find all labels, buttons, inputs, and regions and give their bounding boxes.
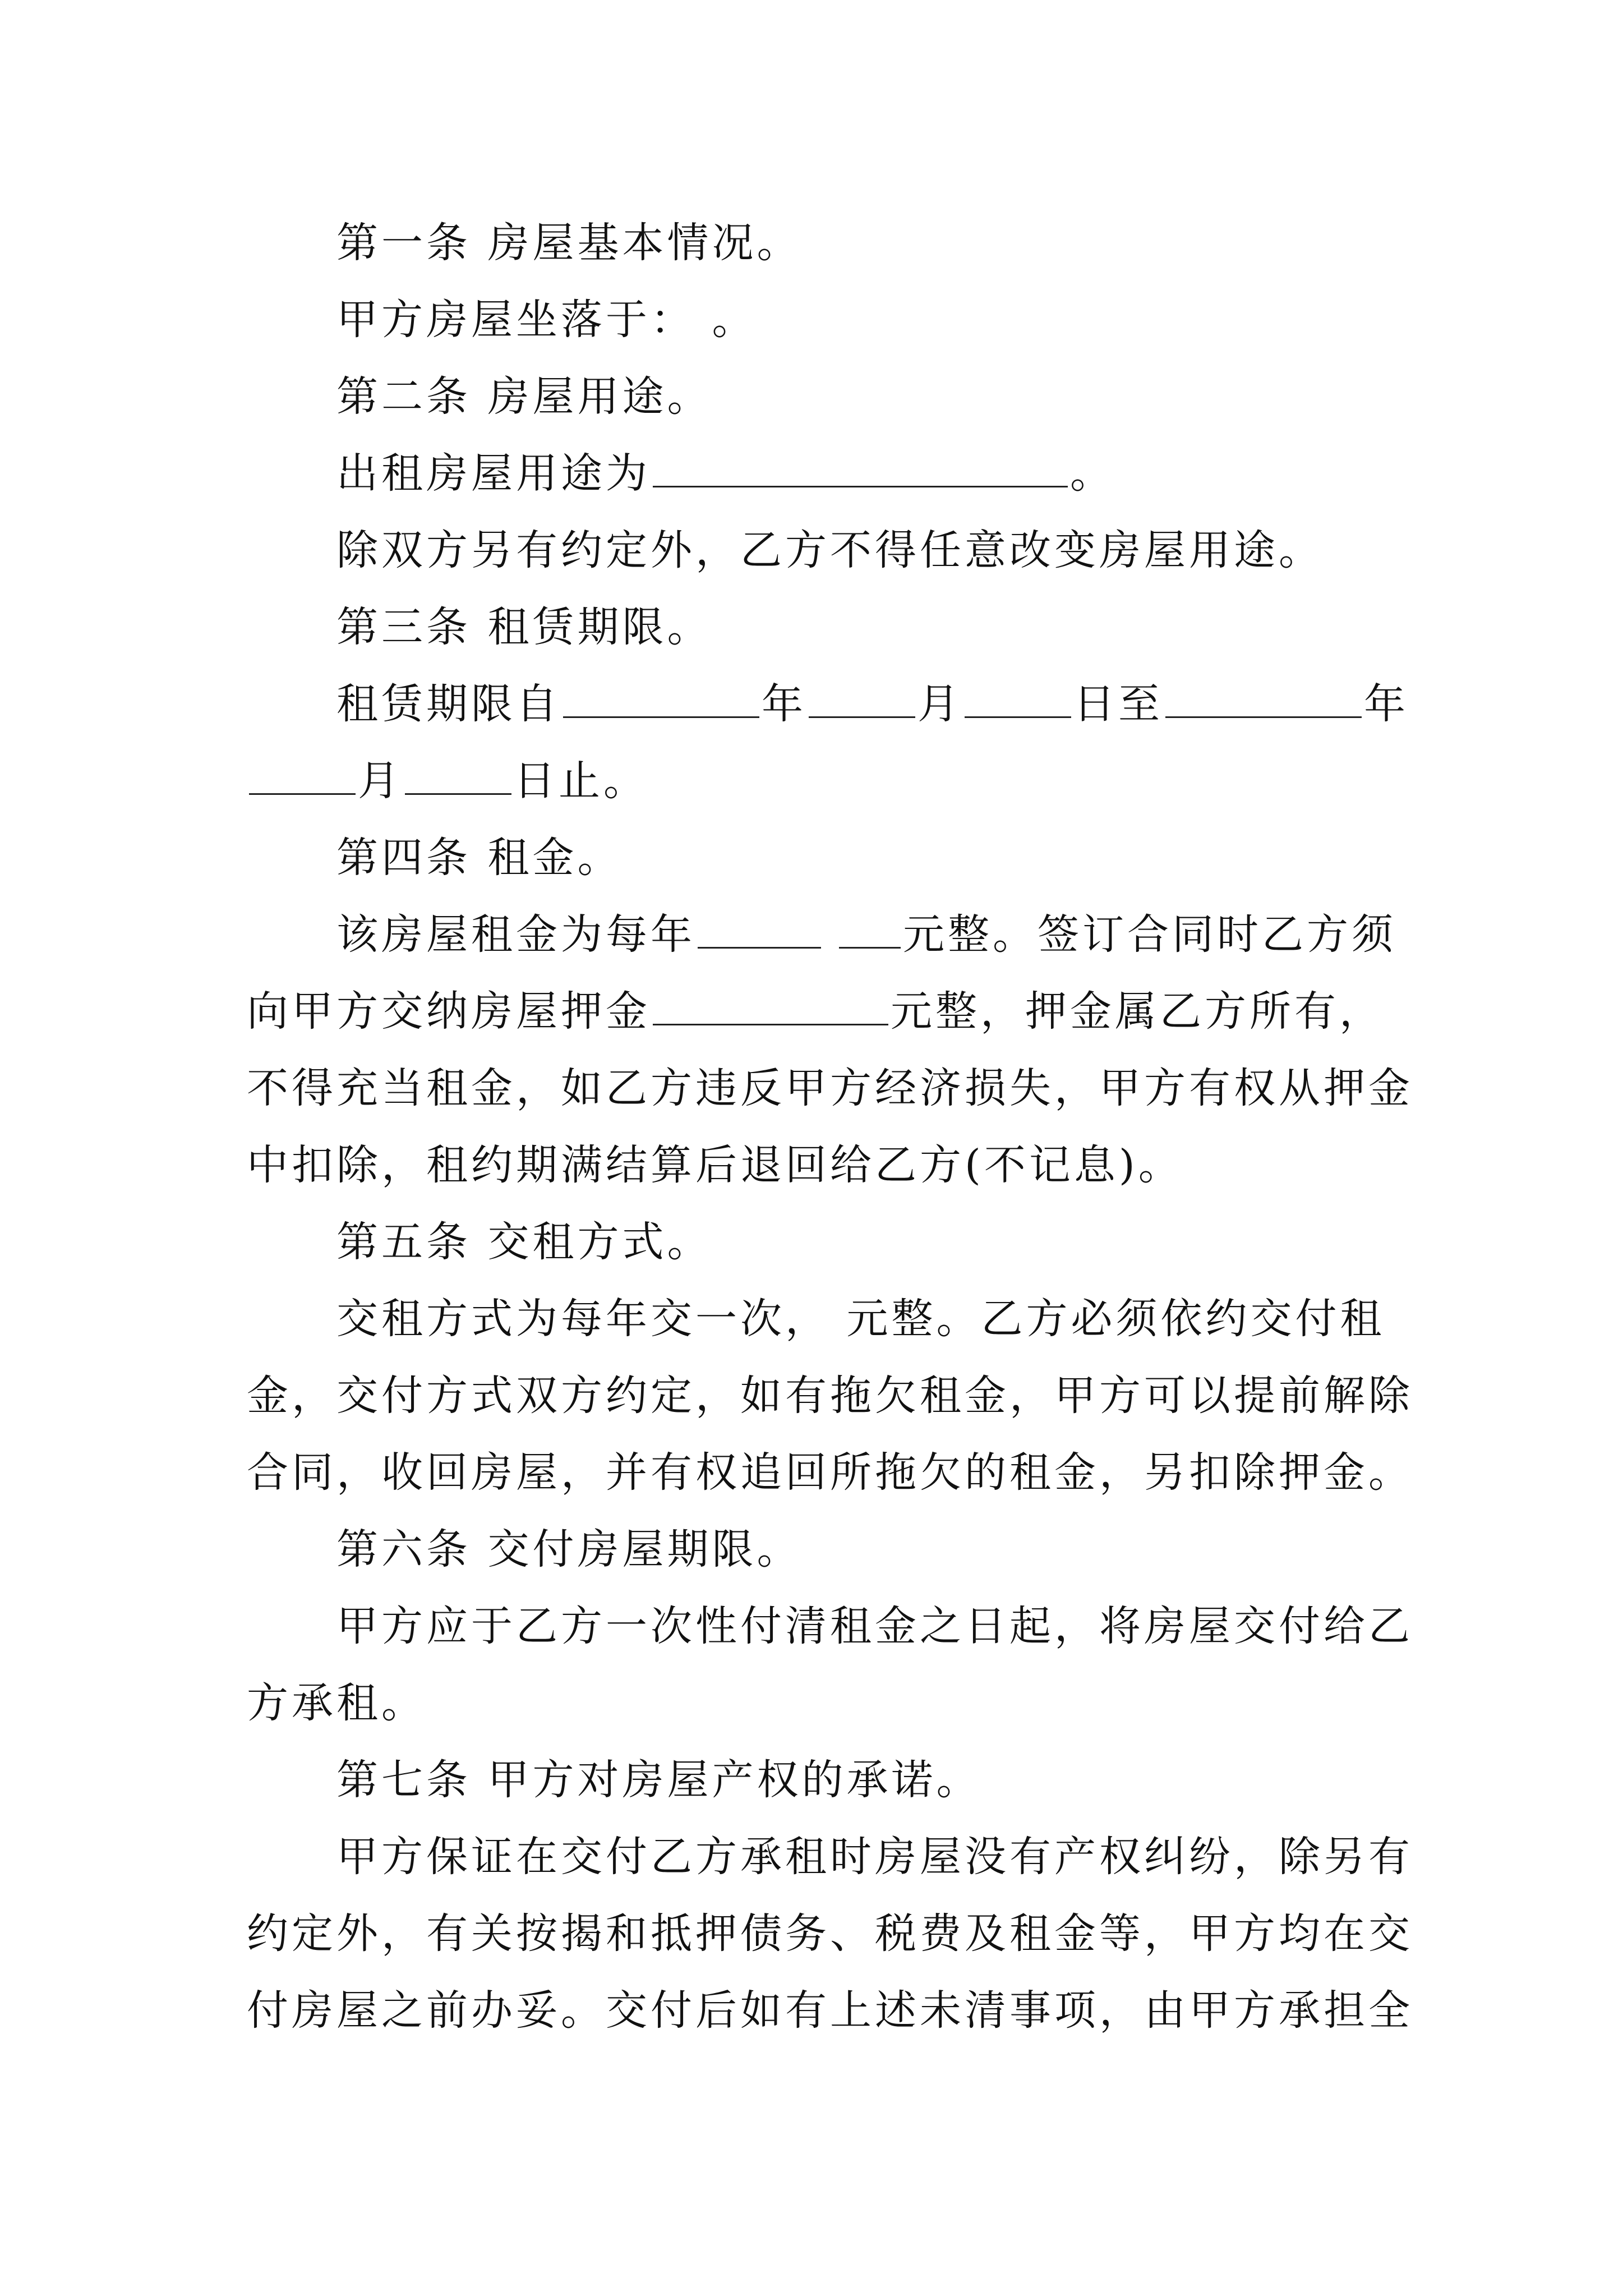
clause-text: 合同，收回房屋，并有权追回所拖欠的租金，另扣除押金。 bbox=[247, 1448, 1413, 1497]
fill-in-blank[interactable] bbox=[653, 445, 1068, 487]
clause-text: 月 bbox=[358, 757, 403, 805]
deposit-terms-line bbox=[247, 1060, 1413, 1116]
start-year-blank[interactable] bbox=[563, 676, 759, 718]
clause-text: 第四条 租金。 bbox=[336, 834, 623, 882]
use-restriction-line bbox=[336, 522, 1324, 578]
clause-text: 元整，押金属乙方所有， bbox=[891, 987, 1384, 1036]
clause-7-heading bbox=[336, 1752, 981, 1808]
clause-text: 该房屋租金为每年 bbox=[336, 910, 695, 959]
deposit-amount-blank[interactable] bbox=[653, 983, 888, 1025]
payment-method-line bbox=[336, 1291, 1385, 1347]
end-year-blank[interactable] bbox=[1165, 676, 1362, 718]
deposit-terms-line-continued bbox=[247, 1137, 1183, 1193]
payment-method-line-continued bbox=[247, 1368, 1413, 1424]
clause-2-heading bbox=[336, 369, 712, 425]
clause-text: 日止。 bbox=[514, 757, 648, 805]
clause-text: 甲方房屋坐落于： 。 bbox=[336, 296, 757, 344]
ownership-promise-line bbox=[336, 1829, 1413, 1885]
clause-text: 中扣除，租约期满结算后退回给乙方(不记息)。 bbox=[247, 1141, 1183, 1189]
annual-rent-blank[interactable] bbox=[698, 907, 821, 949]
clause-text: 第一条 房屋基本情况。 bbox=[336, 219, 802, 267]
property-location-line bbox=[336, 292, 757, 348]
payment-method-line-continued bbox=[247, 1444, 1413, 1501]
rent-amount-line bbox=[336, 907, 1396, 963]
clause-text: 年 bbox=[1364, 680, 1409, 728]
clause-text: 除双方另有约定外，乙方不得任意改变房屋用途。 bbox=[336, 526, 1324, 574]
clause-3-heading bbox=[336, 599, 712, 655]
end-day-blank[interactable] bbox=[405, 753, 511, 795]
clause-4-heading bbox=[336, 830, 623, 886]
clause-text: 月 bbox=[917, 680, 962, 728]
annual-rent-blank-2[interactable] bbox=[839, 907, 901, 949]
clause-text: 出租房屋用途为 bbox=[336, 449, 651, 498]
delivery-line-continued bbox=[247, 1675, 426, 1731]
clause-text: 方承租。 bbox=[247, 1679, 426, 1727]
deposit-line bbox=[247, 983, 1384, 1039]
clause-text: 。 bbox=[1070, 449, 1115, 498]
lease-term-line bbox=[336, 676, 1409, 732]
ownership-promise-line-continued bbox=[247, 1906, 1413, 1962]
clause-text: 甲方保证在交付乙方承租时房屋没有产权纠纷，除另有 bbox=[336, 1833, 1413, 1881]
clause-text: 第五条 交租方式。 bbox=[336, 1218, 712, 1266]
clause-text: 约定外，有关按揭和抵押债务、税费及租金等，甲方均在交 bbox=[247, 1910, 1413, 1958]
clause-text: 第六条 交付房屋期限。 bbox=[336, 1525, 802, 1573]
clause-text: 第七条 甲方对房屋产权的承诺。 bbox=[336, 1756, 981, 1804]
clause-text: 元整。签订合同时乙方须 bbox=[903, 910, 1396, 959]
clause-text: 甲方应于乙方一次性付清租金之日起，将房屋交付给乙 bbox=[336, 1602, 1413, 1650]
clause-text: 日至 bbox=[1073, 680, 1163, 728]
clause-1-heading bbox=[336, 215, 802, 271]
start-day-blank[interactable] bbox=[965, 676, 1071, 718]
clause-text: 交租方式为每年交一次， 元整。乙方必须依约交付租 bbox=[336, 1295, 1385, 1343]
clause-5-heading bbox=[336, 1214, 712, 1270]
clause-text: 向甲方交纳房屋押金 bbox=[247, 987, 651, 1036]
clause-text: 金，交付方式双方约定，如有拖欠租金，甲方可以提前解除 bbox=[247, 1372, 1413, 1420]
clause-text: 不得充当租金，如乙方违反甲方经济损失，甲方有权从押金 bbox=[247, 1064, 1413, 1112]
ownership-promise-line-continued bbox=[247, 1982, 1413, 2039]
start-month-blank[interactable] bbox=[809, 676, 915, 718]
lease-term-line-continued bbox=[247, 753, 648, 809]
clause-text: 付房屋之前办妥。交付后如有上述未清事项，由甲方承担全 bbox=[247, 1986, 1413, 2035]
clause-text: 租赁期限自 bbox=[336, 680, 561, 728]
end-month-blank[interactable] bbox=[249, 753, 356, 795]
delivery-line bbox=[336, 1598, 1413, 1654]
clause-text: 第三条 租赁期限。 bbox=[336, 603, 712, 651]
property-use-line bbox=[336, 445, 1115, 501]
clause-text: 年 bbox=[762, 680, 806, 728]
clause-text: 第二条 房屋用途。 bbox=[336, 372, 712, 421]
clause-6-heading bbox=[336, 1521, 802, 1577]
